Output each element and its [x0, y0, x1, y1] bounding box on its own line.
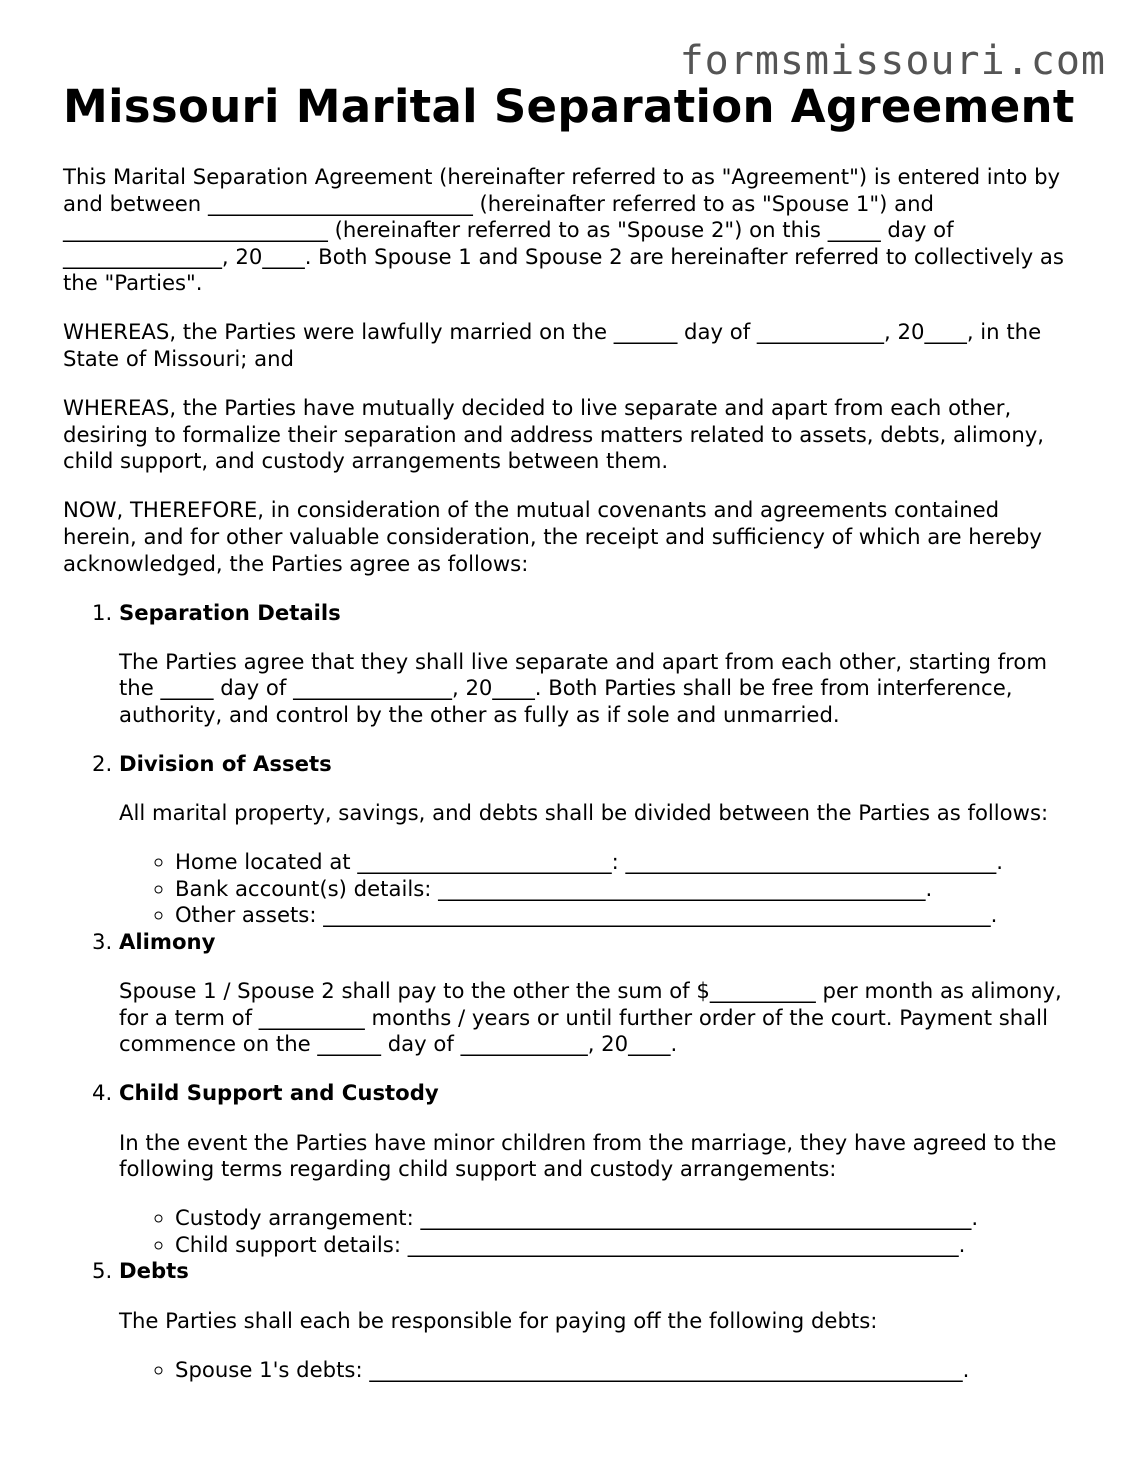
section-text: The Parties shall each be responsible for paying off the following debts: [119, 1307, 878, 1333]
document-body [63, 164, 1073, 1383]
whereas-separate-paragraph: WHEREAS, the Parties have mutually decided to live separate and apart from each other, desiring to formalize their separation and address matters related to assets, debts, alimony, child support, and custody arrangements between them. [63, 395, 1045, 474]
intro-paragraph: This Marital Separation Agreement (hereinafter referred to as "Agreement") is entered into by and between _________________________ (hereinafter referred to as "Spouse 1") and _________________________ (hereinafter referred to as "Spouse 2") on this _____ day of _______________, 20____. Both Spouse 1 and Spouse 2 are hereinafter referred to collectively as the "Parties". [63, 164, 1064, 296]
debts-list [119, 1357, 1073, 1384]
list-item: ◦ Bank account(s) details: ______________________________________________. [175, 876, 1073, 903]
section-text: In the event the Parties have minor children from the marriage, they have agreed to the following terms regarding child support and custody arrangements: [119, 1129, 1057, 1182]
section-text: The Parties agree that they shall live separate and apart from each other, starting from the _____ day of _______________, 20____. Both Parties shall be free from interference, authority, and control by the other as fully as if sole and unmarried. [119, 648, 1047, 727]
site-watermark: formsmissouri.com [679, 38, 1106, 84]
list-item: ◦ Custody arrangement: ____________________________________________________. [175, 1205, 1073, 1232]
section-heading: 1. Separation Details [119, 599, 341, 625]
section-heading: 3. Alimony [119, 929, 216, 955]
sections-list [63, 600, 1073, 1383]
section-alimony [119, 929, 1073, 1058]
list-item: ◦ Spouse 1's debts: ________________________________________________________. [175, 1357, 1073, 1384]
section-heading: 5. Debts [119, 1258, 189, 1284]
document-title: Missouri Marital Separation Agreement [63, 80, 1075, 133]
now-therefore-paragraph: NOW, THEREFORE, in consideration of the mutual covenants and agreements contained herein, and for other valuable consideration, the receipt and sufficiency of which are hereby acknowledged, the Parties agree as follows: [63, 497, 1042, 576]
whereas-married-paragraph: WHEREAS, the Parties were lawfully married on the ______ day of ____________, 20____, in the State of Missouri; and [63, 319, 1042, 372]
section-debts [119, 1258, 1073, 1383]
custody-list [119, 1205, 1073, 1258]
section-text: All marital property, savings, and debts shall be divided between the Parties as follows: [119, 800, 1049, 826]
section-division-of-assets [119, 751, 1073, 929]
section-heading: 2. Division of Assets [119, 751, 332, 777]
assets-list [119, 849, 1073, 929]
list-item: ◦ Other assets: _______________________________________________________________. [175, 902, 1073, 929]
section-child-support-custody [119, 1080, 1073, 1258]
section-heading: 4. Child Support and Custody [119, 1080, 439, 1106]
list-item: ◦ Child support details: ____________________________________________________. [175, 1232, 1073, 1259]
section-text: Spouse 1 / Spouse 2 shall pay to the other the sum of $__________ per month as alimony, for a term of __________ months / years or until further order of the court. Payment shall commence on the ______ day of ____________, 20____. [119, 978, 1062, 1057]
list-item: ◦ Home located at ________________________: ___________________________________. [175, 849, 1073, 876]
section-separation-details [119, 600, 1073, 729]
